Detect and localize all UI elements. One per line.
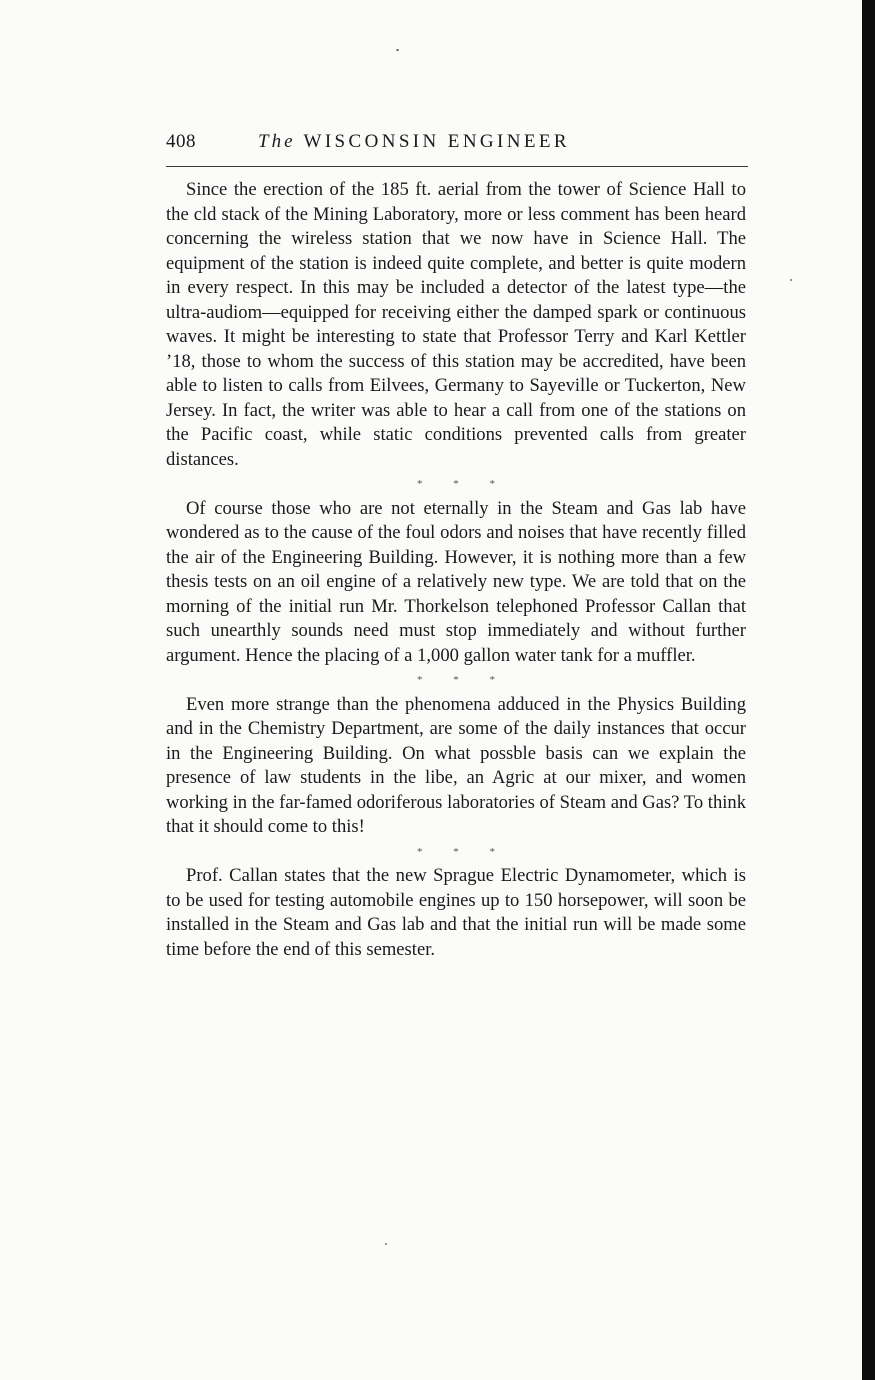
- scan-speck: [396, 49, 399, 51]
- scan-speck: [790, 279, 792, 281]
- running-header: [166, 131, 747, 159]
- section-separator: * * *: [417, 674, 509, 686]
- section-separator: * * *: [417, 845, 509, 858]
- scan-speck: [385, 1243, 387, 1245]
- paragraph-wireless-station: Since the erection of the 185 ft. aerial from the tower of Science Hall to the cld stack of the Mining Laboratory, more or less comment has been heard concerning the wireless station that we now have in Science Hall. The equipment of the station is indeed quite complete, and better is quite modern in every respect. In this may be included a detector of the latest type—the ultra-audiom—equipped for receiving either the damped spark or continuous waves. It might be interesting to state that Professor Terry and Karl Kettler ’18, those to whom the success of this station may be accredited, have been able to listen to calls from Eilvees, Germany to Sayeville or Tuckerton, New Jersey. In fact, the writer was able to hear a call from one of the stations on the Pacific coast, while static conditions prevented calls from greater distances.: [166, 179, 746, 470]
- scan-border: [862, 0, 875, 1380]
- journal-title-main: WISCONSIN ENGINEER: [303, 131, 570, 152]
- paragraph-dynamometer: Prof. Callan states that the new Sprague Electric Dynamometer, which is to be used for testing automobile engines up to 150 horsepower, will soon be installed in the Steam and Gas lab and that the initial run will be made some time before the end of this semester.: [166, 865, 746, 960]
- page-number: 408: [166, 131, 196, 152]
- journal-title-prefix: The: [258, 131, 296, 152]
- section-separator: * * *: [417, 478, 509, 490]
- paragraph-engineering-building: Even more strange than the phenomena adduced in the Physics Building and in the Chemistry Department, are some of the daily instances that occur in the Engineering Building. On what possble basis can we explain the presence of law students in the libe, an Agric at our mixer, and women working in the far-famed odoriferous laboratories of Steam and Gas? To think that it should come to this!: [166, 693, 746, 837]
- header-rule: [166, 166, 748, 167]
- article-body: [166, 178, 746, 962]
- paragraph-oil-engine: Of course those who are not eternally in the Steam and Gas lab have wondered as to the cause of the foul odors and noises that have recently filled the air of the Engineering Building. However, it is nothing more than a few thesis tests on an oil engine of a relatively new type. We are told that on the morning of the initial run Mr. Thorkelson telephoned Professor Callan that such unearthly sounds need must stop immediately and without further argument. Hence the placing of a 1,000 gallon water tank for a muffler.: [166, 497, 746, 666]
- journal-title: [258, 131, 570, 153]
